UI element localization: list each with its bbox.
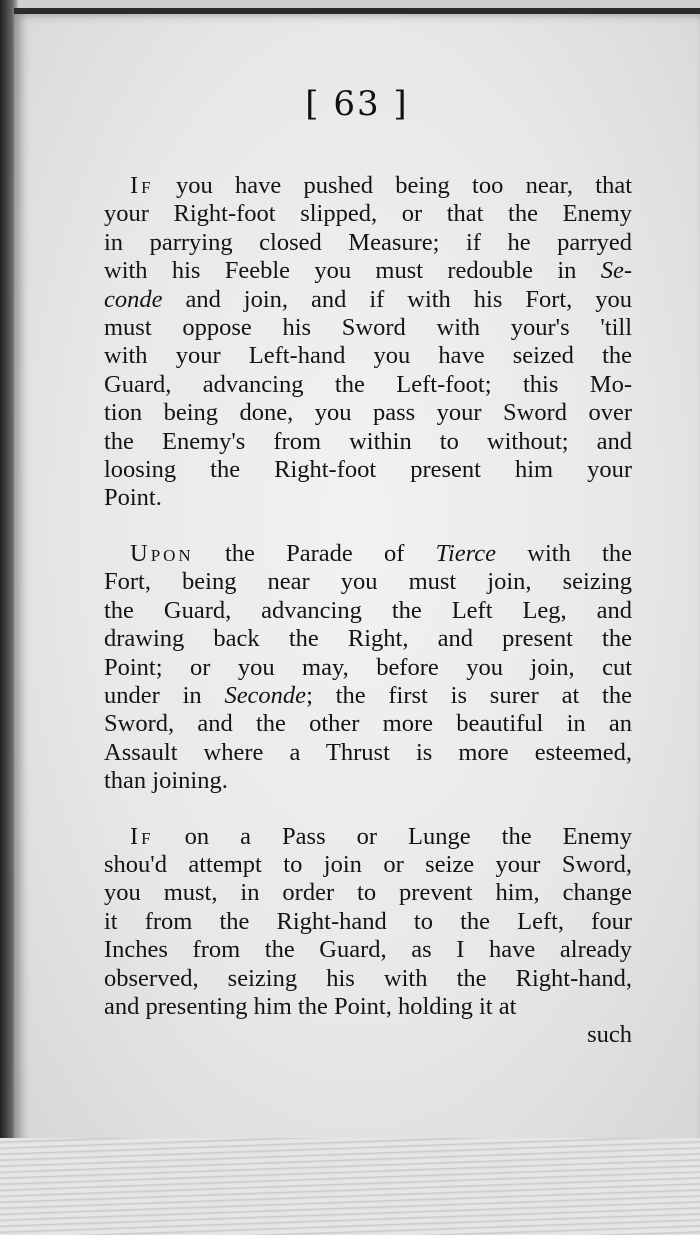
text-line — [104, 200, 632, 228]
text-line — [104, 172, 632, 200]
text-line — [104, 257, 632, 285]
line-text: your Right-foot slipped, or that the Enemy — [104, 200, 632, 228]
text-line — [104, 823, 632, 851]
paragraph — [104, 823, 632, 1050]
text-line — [104, 851, 632, 879]
line-text: and presenting him the Point, holding it at — [104, 992, 517, 1020]
line-text: with the — [496, 539, 632, 567]
text-line — [104, 314, 632, 342]
initial-word: If — [130, 172, 154, 199]
line-text: Assault where a Thrust is more esteemed, — [104, 738, 632, 766]
text-line — [104, 625, 632, 653]
line-text: loosing the Right-foot present him your — [104, 456, 632, 484]
text-line — [104, 965, 632, 993]
line-text: Fort, being near you must join, seizing — [104, 568, 632, 596]
text-line — [104, 399, 632, 427]
line-text: on a Pass or Lunge the Enemy — [153, 822, 632, 850]
line-text: shou'd attempt to join or seize your Sword, — [104, 850, 632, 878]
line-text: Point; or you may, before you join, cut — [104, 653, 632, 681]
line-text: the Guard, advancing the Left Leg, and — [104, 596, 632, 624]
text-line — [104, 936, 632, 964]
initial-word: If — [130, 822, 154, 850]
page-text — [104, 172, 632, 1050]
italic-term: conde — [104, 285, 163, 313]
text-line — [104, 597, 632, 625]
next-page-edge — [0, 1138, 700, 1235]
line-text: tion being done, you pass your Sword over — [104, 399, 632, 427]
text-line — [104, 767, 632, 795]
text-line — [104, 484, 632, 512]
text-line — [104, 908, 632, 936]
catchword: such — [587, 1021, 632, 1049]
text-line — [104, 654, 632, 682]
line-text: Sword, and the other more beautiful in an — [104, 710, 632, 738]
line-text: drawing back the Right, and present the — [104, 625, 632, 653]
line-text: Guard, advancing the Left-foot; this Mo- — [104, 370, 632, 398]
text-line — [104, 739, 632, 767]
initial-word: Upon — [130, 539, 194, 567]
text-line — [104, 456, 632, 484]
page-number: [ 63 ] — [305, 84, 409, 124]
line-text: Inches from the Guard, as I have already — [104, 936, 632, 964]
line-text: in parrying closed Measure; if he parryed — [104, 228, 632, 256]
line-text: observed, seizing his with the Right-hand, — [104, 964, 632, 992]
paragraph — [104, 172, 632, 513]
text-line — [104, 540, 632, 568]
line-text: you have pushed being too near, that — [153, 172, 632, 199]
line-text: with his Feeble you must redouble in — [104, 257, 601, 285]
line-text: the Enemy's from within to without; and — [104, 427, 632, 455]
text-line — [104, 371, 632, 399]
line-text: and join, and if with his Fort, you — [162, 285, 632, 313]
text-line — [104, 342, 632, 370]
italic-term: Tierce — [435, 539, 497, 567]
text-line — [104, 568, 632, 596]
book-page — [14, 8, 700, 1149]
line-text: the Parade of — [193, 539, 436, 567]
line-text: Point. — [104, 484, 162, 512]
line-text: under in — [104, 681, 225, 709]
paragraph — [104, 540, 632, 796]
line-text: it from the Right-hand to the Left, four — [104, 907, 632, 935]
text-line — [104, 428, 632, 456]
text-line — [104, 879, 632, 907]
text-line — [104, 229, 632, 257]
text-line — [104, 286, 632, 314]
line-text: ; the first is surer at the — [306, 681, 632, 709]
line-text: you must, in order to prevent him, change — [104, 879, 632, 907]
line-text: than joining. — [104, 767, 228, 795]
text-line — [104, 710, 632, 738]
text-line — [104, 682, 632, 710]
italic-term: Se- — [600, 257, 632, 285]
text-line — [104, 993, 632, 1021]
italic-term: Seconde — [224, 681, 307, 709]
line-text: with your Left-hand you have seized the — [104, 342, 632, 370]
line-text: must oppose his Sword with your's 'till — [104, 314, 632, 342]
